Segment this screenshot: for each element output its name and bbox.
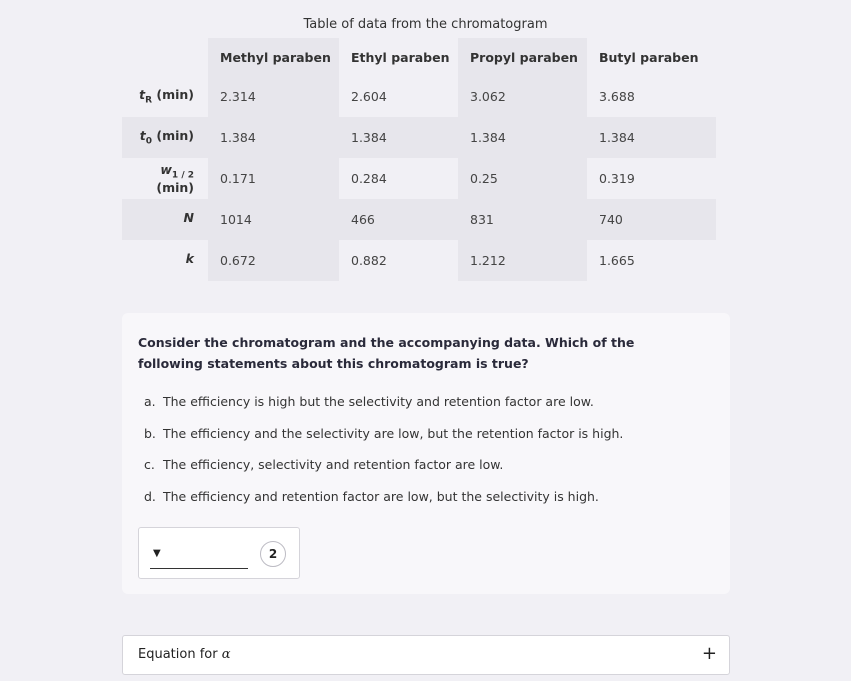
table-row — [122, 76, 716, 117]
table-cell: 3.688 — [599, 89, 635, 104]
dropdown-arrow-icon: ▼ — [153, 548, 161, 559]
table-cell: 1014 — [208, 199, 339, 240]
table-cell: 466 — [339, 199, 458, 240]
table-cell: 0.25 — [458, 158, 587, 199]
table-cell: 1.212 — [458, 240, 587, 281]
table-row — [122, 117, 716, 158]
table-cell: 0.171 — [208, 158, 339, 199]
table-cell: 3.062 — [458, 76, 587, 117]
column-header: Propyl paraben — [458, 38, 587, 76]
row-header: $t_0$ (min) — [122, 117, 208, 158]
column-header: Butyl paraben — [599, 49, 699, 65]
answer-options-list — [144, 393, 623, 519]
row-header: $w_{1 / 2}$ (min) — [156, 161, 194, 196]
table-cell: 1.384 — [208, 117, 339, 158]
answer-option: b. The efficiency and the selectivity are low, but the retention factor is high. — [144, 425, 624, 441]
table-cell: 0.882 — [351, 253, 387, 268]
attempts-badge: 2 — [260, 541, 286, 567]
answer-option: c. The efficiency, selectivity and retention factor are low. — [144, 457, 504, 472]
table-cell: 2.604 — [351, 89, 387, 104]
question-text: Consider the chromatogram and the accompanying data. Which of the following statements about this chromatogram is true? — [138, 335, 635, 371]
table-cell: 2.314 — [208, 76, 339, 117]
answer-option: d. The efficiency and retention factor are low, but the selectivity is high. — [144, 488, 599, 504]
row-header: $t_R$ (min) — [139, 87, 194, 106]
column-header: Ethyl paraben — [351, 49, 450, 65]
table-row — [122, 240, 716, 281]
table-cell: 740 — [587, 199, 716, 240]
equation-accordion[interactable] — [122, 635, 730, 675]
table-row — [122, 199, 716, 240]
table-cell: 831 — [458, 199, 587, 240]
table-cell: 1.384 — [339, 117, 458, 158]
table-cell: 0.672 — [208, 240, 339, 281]
table-cell: 0.319 — [599, 171, 635, 186]
table-title: Table of data from the chromatogram — [303, 17, 548, 32]
row-header: k — [185, 251, 194, 267]
answer-dropdown[interactable] — [150, 540, 248, 569]
row-header: N — [122, 199, 208, 240]
answer-box — [138, 527, 300, 579]
table-corner-cell — [122, 38, 208, 76]
column-header: Methyl paraben — [208, 38, 339, 76]
chromatogram-data-table — [122, 38, 716, 281]
table-header-row — [122, 38, 716, 76]
answer-option: a. The efficiency is high but the selectivity and retention factor are low. — [144, 394, 594, 409]
question-card — [122, 313, 730, 594]
table-cell: 1.384 — [587, 117, 716, 158]
table-cell: 0.284 — [351, 171, 387, 186]
accordion-label: Equation for α — [138, 647, 231, 662]
plus-icon[interactable]: + — [701, 643, 717, 664]
table-cell: 1.384 — [458, 117, 587, 158]
table-row — [122, 158, 716, 199]
table-cell: 1.665 — [599, 253, 635, 268]
